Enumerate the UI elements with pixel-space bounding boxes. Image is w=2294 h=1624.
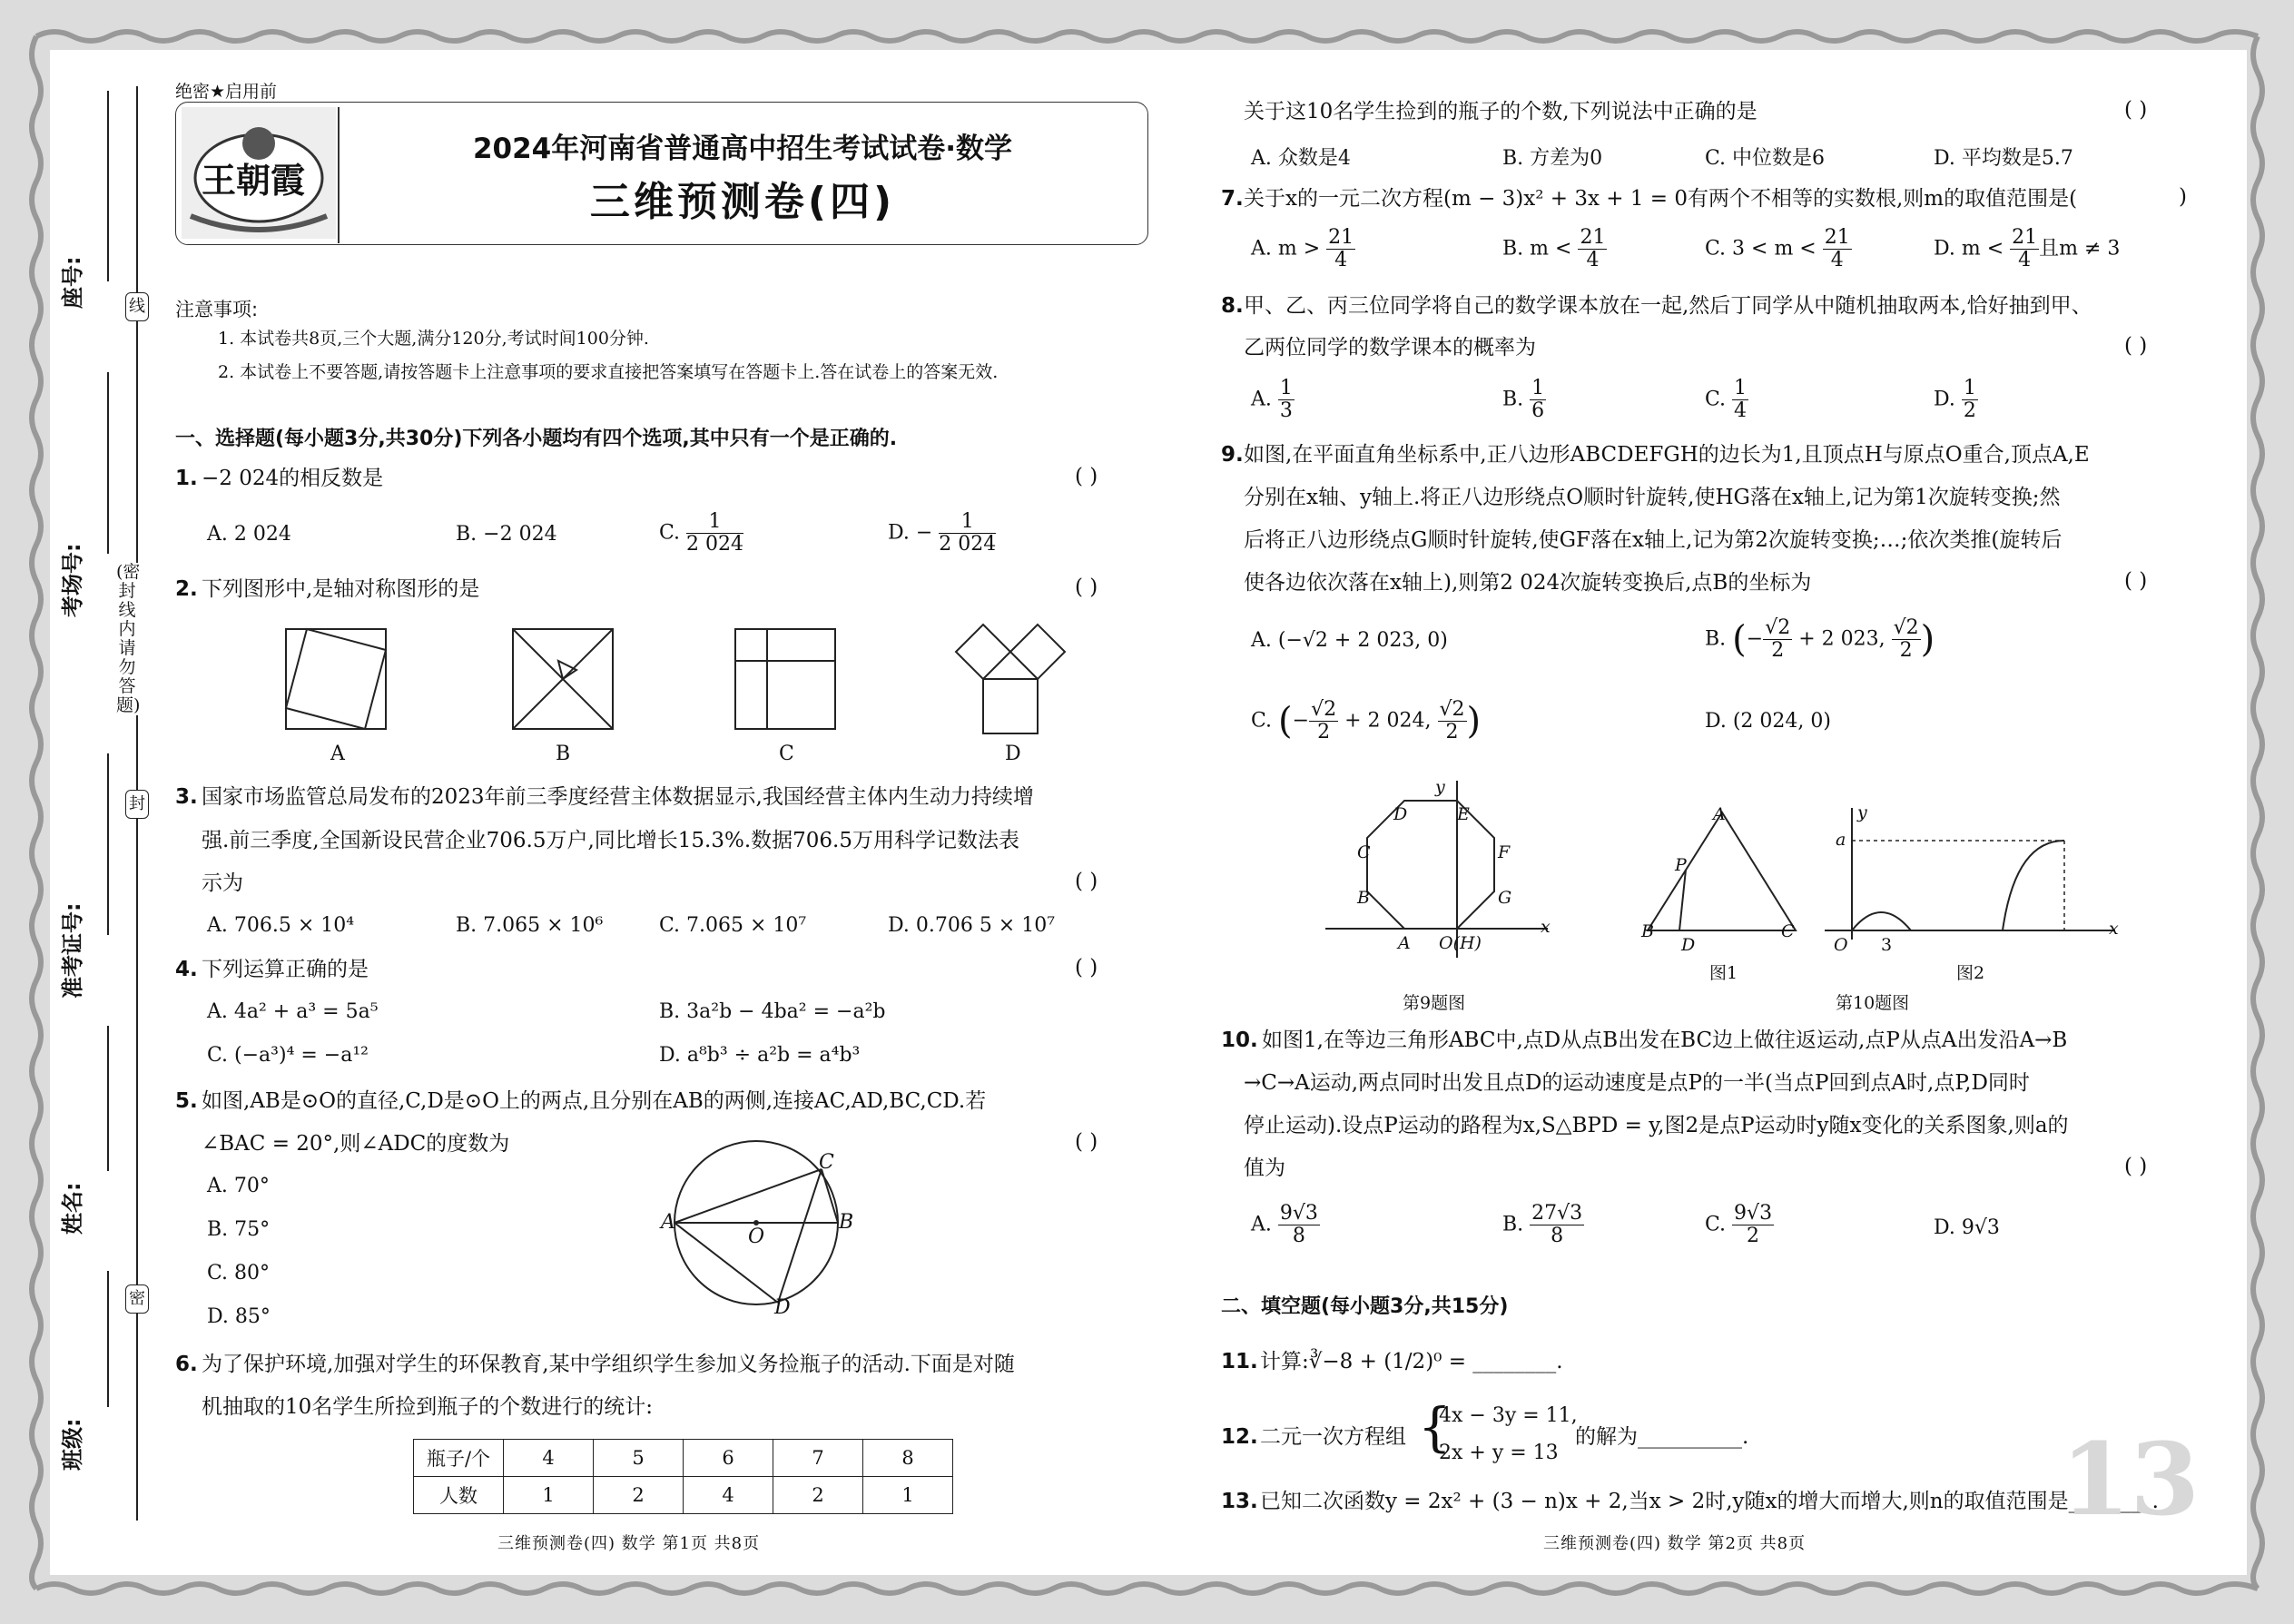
q3-option-d: D. 0.706 5 × 10⁷ bbox=[888, 914, 1056, 937]
q7-number: 7. bbox=[1221, 187, 1244, 211]
fig10-origin: O bbox=[1834, 935, 1848, 955]
q1-option-b: B. −2 024 bbox=[456, 523, 557, 546]
q10-option-b: B. $\frac{27√3}{8}$ bbox=[1502, 1202, 1583, 1247]
q13-text[interactable]: 已知二次函数y = 2x² + (3 − n)x + 2,当x > 2时,y随x的增大而增大,则n的取值范围是________. bbox=[1260, 1490, 2159, 1513]
q9-answer-paren[interactable]: ( ) bbox=[2124, 569, 2148, 593]
q5-point-d: D bbox=[774, 1296, 791, 1319]
q10-option-d: D. 9√3 bbox=[1934, 1216, 2000, 1239]
q4-option-b: B. 3a²b − 4ba² = −a²b bbox=[659, 1000, 886, 1023]
table-cell: 人数 bbox=[414, 1477, 504, 1514]
fig10-x-label: x bbox=[2109, 919, 2119, 939]
q8-answer-paren[interactable]: ( ) bbox=[2124, 334, 2148, 358]
footer-page2: 三维预测卷(四) 数学 第2页 共8页 bbox=[1543, 1534, 1807, 1553]
class-blank[interactable] bbox=[107, 1271, 109, 1407]
q8-option-a: A. $\frac{1}{3}$ bbox=[1251, 377, 1293, 422]
q5-point-b: B bbox=[839, 1211, 854, 1234]
q7-option-a: A. m > $\frac{21}{4}$ bbox=[1251, 226, 1354, 271]
fig10-point-d: D bbox=[1681, 935, 1696, 955]
q1-option-d: D. − $\frac{1}{2 024}$ bbox=[888, 510, 997, 556]
q2-number: 2. bbox=[175, 577, 198, 601]
q2-figure-b bbox=[508, 625, 617, 733]
brand-logo-text: 王朝霞 bbox=[202, 160, 306, 201]
table-cell: 2 bbox=[773, 1477, 863, 1514]
q5-option-d: D. 85° bbox=[207, 1305, 271, 1328]
q12-prefix: 二元一次方程组 bbox=[1260, 1425, 1406, 1449]
room-label: 考场号: bbox=[60, 543, 85, 617]
table-cell: 2 bbox=[594, 1477, 684, 1514]
room-blank[interactable] bbox=[107, 372, 109, 554]
q6-option-c: C. 中位数是6 bbox=[1705, 147, 1826, 170]
q5-option-c: C. 80° bbox=[207, 1262, 271, 1284]
table-row bbox=[414, 1477, 953, 1514]
q8-line2: 乙两位同学的数学课本的概率为 bbox=[1244, 336, 1536, 359]
table-row bbox=[414, 1440, 953, 1477]
q5-number: 5. bbox=[175, 1089, 198, 1113]
footer-page1: 三维预测卷(四) 数学 第1页 共8页 bbox=[497, 1534, 761, 1553]
exam-title: 2024年河南省普通高中招生考试试卷·数学 bbox=[472, 133, 1013, 165]
table-cell: 7 bbox=[773, 1440, 863, 1477]
secret-label: 绝密★启用前 bbox=[175, 82, 278, 102]
seal-mark-line: 线 bbox=[125, 292, 149, 321]
q8-line1: 甲、乙、丙三位同学将自己的数学课本放在一起,然后丁同学从中随机抽取两本,恰好抽到甲、 bbox=[1244, 294, 2092, 318]
q4-option-c: C. (−a³)⁴ = −a¹² bbox=[207, 1044, 369, 1067]
q9-option-c: C. (− $\frac{√2}{2}$ + 2 024, $\frac{√2}{2}$ ) bbox=[1251, 698, 1482, 743]
q8-number: 8. bbox=[1221, 294, 1244, 318]
fig9-caption: 第9题图 bbox=[1403, 993, 1466, 1013]
q7-option-d: D. m < $\frac{21}{4}$ 且m ≠ 3 bbox=[1934, 226, 2121, 271]
fig10-tick-3: 3 bbox=[1881, 935, 1893, 955]
q3-answer-paren[interactable]: ( ) bbox=[1075, 870, 1098, 893]
q3-option-a: A. 706.5 × 10⁴ bbox=[207, 914, 355, 937]
fig10-point-b: B bbox=[1641, 921, 1654, 941]
table-cell: 1 bbox=[504, 1477, 594, 1514]
table-cell: 4 bbox=[684, 1477, 773, 1514]
table-cell: 6 bbox=[684, 1440, 773, 1477]
q6-number: 6. bbox=[175, 1353, 198, 1376]
q10-number: 10. bbox=[1221, 1029, 1258, 1052]
q6-option-b: B. 方差为0 bbox=[1502, 147, 1603, 170]
seat-label: 座号: bbox=[60, 256, 85, 309]
q9-line4: 使各边依次落在x轴上),则第2 024次旋转变换后,点B的坐标为 bbox=[1244, 571, 1812, 595]
seal-warning: (密封线内请勿答题) bbox=[116, 562, 141, 715]
notice-item-1: 1. 本试卷共8页,三个大题,满分120分,考试时间100分钟. bbox=[218, 329, 649, 349]
notice-title: 注意事项: bbox=[175, 299, 259, 320]
q2-label-b: B bbox=[556, 743, 571, 765]
fig10-point-c: C bbox=[1781, 921, 1795, 941]
header-divider bbox=[338, 107, 340, 243]
exam-subtitle: 三维预测卷(四) bbox=[589, 179, 896, 225]
q2-figure-a bbox=[281, 625, 390, 733]
q8-option-b: B. $\frac{1}{6}$ bbox=[1502, 377, 1545, 422]
q2-label-c: C bbox=[779, 743, 794, 765]
q8-option-d: D. $\frac{1}{2}$ bbox=[1934, 377, 1976, 422]
q10-line1: 如图1,在等边三角形ABC中,点D从点B出发在BC边上做往返运动,点P从点A出发沿A→B bbox=[1262, 1029, 2068, 1052]
q9-option-a: A. (−√2 + 2 023, 0) bbox=[1251, 629, 1448, 652]
page-number-mark: 13 bbox=[2061, 1421, 2200, 1538]
table-cell: 1 bbox=[863, 1477, 953, 1514]
q1-text: −2 024的相反数是 bbox=[202, 467, 384, 490]
q2-figure-c bbox=[731, 625, 840, 733]
fig9-x-label: x bbox=[1541, 917, 1551, 937]
fig10-a-label: a bbox=[1836, 830, 1846, 850]
q2-answer-paren[interactable]: ( ) bbox=[1075, 576, 1098, 599]
q7-option-c: C. 3 < m < $\frac{21}{4}$ bbox=[1705, 226, 1850, 271]
seal-mark-feng: 封 bbox=[125, 790, 149, 819]
fig10-graph bbox=[1825, 808, 2124, 940]
q5-point-c: C bbox=[819, 1151, 834, 1174]
seal-mark-mi: 密 bbox=[125, 1284, 149, 1314]
seat-blank[interactable] bbox=[107, 91, 109, 281]
q6-line2: 机抽取的10名学生所捡到瓶子的个数进行的统计: bbox=[202, 1395, 654, 1419]
table-cell: 瓶子/个 bbox=[414, 1440, 504, 1477]
q4-number: 4. bbox=[175, 958, 198, 981]
q9-line1: 如图,在平面直角坐标系中,正八边形ABCDEFGH的边长为1,且顶点H与原点O重合,顶点A,E bbox=[1244, 443, 2090, 467]
q5-option-b: B. 75° bbox=[207, 1218, 271, 1241]
q4-answer-paren[interactable]: ( ) bbox=[1075, 956, 1098, 979]
fig10-triangle bbox=[1643, 808, 1807, 940]
q4-option-d: D. a⁸b³ ÷ a²b = a⁴b³ bbox=[659, 1044, 861, 1067]
q2-figure-d bbox=[953, 617, 1071, 740]
fig9-vertex-b: B bbox=[1357, 888, 1370, 908]
q9-line3: 后将正八边形绕点G顺时针旋转,使GF落在x轴上,记为第2次旋转变换;…;依次类推(旋转后 bbox=[1244, 528, 2063, 552]
q12-suffix[interactable]: 的解为__________. bbox=[1575, 1425, 1749, 1449]
q6-line1: 为了保护环境,加强对学生的环保教育,某中学组织学生参加义务捡瓶子的活动.下面是对随 bbox=[202, 1353, 1015, 1376]
table-cell: 4 bbox=[504, 1440, 594, 1477]
fig9-octagon bbox=[1325, 776, 1561, 958]
fig10-caption: 第10题图 bbox=[1836, 993, 1910, 1013]
fig9-vertex-e: E bbox=[1457, 804, 1470, 824]
section-title-fill: 二、填空题(每小题3分,共15分) bbox=[1221, 1295, 1509, 1318]
section-title-choice: 一、选择题(每小题3分,共30分)下列各小题均有四个选项,其中只有一个是正确的. bbox=[175, 428, 898, 450]
fig9-vertex-c: C bbox=[1357, 842, 1371, 862]
notice-item-2: 2. 本试卷上不要答题,请按答题卡上注意事项的要求直接把答案填写在答题卡上.答在试卷上的答案无效. bbox=[218, 362, 999, 382]
name-label: 姓名: bbox=[60, 1182, 85, 1235]
q10-option-c: C. $\frac{9√3}{2}$ bbox=[1705, 1202, 1773, 1247]
q3-option-b: B. 7.065 × 10⁶ bbox=[456, 914, 604, 937]
q1-answer-paren[interactable]: ( ) bbox=[1075, 465, 1098, 488]
q1-number: 1. bbox=[175, 467, 198, 490]
q7-text: 关于x的一元二次方程(m − 3)x² + 3x + 1 = 0有两个不相等的实数根,则m的取值范围是( bbox=[1244, 187, 2078, 211]
q10-line3: 停止运动).设点P运动的路程为x,S△BPD = y,图2是点P运动时y随x变化的关系图象,则a的 bbox=[1244, 1114, 2069, 1137]
q6-data-table bbox=[413, 1439, 953, 1514]
q3-line3: 示为 bbox=[202, 871, 243, 895]
q3-line1: 国家市场监管总局发布的2023年前三季度经营主体数据显示,我国经营主体内生动力持续增 bbox=[202, 785, 1034, 809]
fig9-vertex-d: D bbox=[1393, 804, 1408, 824]
q13-number: 13. bbox=[1221, 1490, 1258, 1513]
q5-point-a: A bbox=[661, 1211, 675, 1234]
q3-number: 3. bbox=[175, 785, 198, 809]
q1-option-c: C. $\frac{1}{2 024}$ bbox=[659, 510, 744, 556]
q12-number: 12. bbox=[1221, 1425, 1258, 1449]
fig9-vertex-a: A bbox=[1398, 933, 1411, 953]
q9-line2: 分别在x轴、y轴上.将正八边形绕点O顺时针旋转,使HG落在x轴上,记为第1次旋转变换;然 bbox=[1244, 486, 2061, 509]
q3-line2: 强.前三季度,全国新设民营企业706.5万户,同比增长15.3%.数据706.5万用科学记数法表 bbox=[202, 829, 1019, 852]
id-label: 准考证号: bbox=[60, 902, 85, 999]
id-blank[interactable] bbox=[107, 753, 109, 935]
q6-answer-paren[interactable]: ( ) bbox=[2124, 98, 2148, 122]
q3-option-c: C. 7.065 × 10⁷ bbox=[659, 914, 807, 937]
class-label: 班级: bbox=[60, 1418, 85, 1471]
q4-text: 下列运算正确的是 bbox=[202, 958, 369, 981]
q5-line2: ∠BAC = 20°,则∠ADC的度数为 bbox=[202, 1132, 510, 1156]
q12-brace: { bbox=[1418, 1396, 1452, 1458]
table-cell: 8 bbox=[863, 1440, 953, 1477]
q7-close-paren[interactable]: ) bbox=[2179, 185, 2187, 209]
q2-label-a: A bbox=[330, 743, 345, 765]
q10-answer-paren[interactable]: ( ) bbox=[2124, 1155, 2148, 1178]
q9-number: 9. bbox=[1221, 443, 1244, 467]
q6-option-d: D. 平均数是5.7 bbox=[1934, 147, 2073, 170]
q7-option-b: B. m < $\frac{21}{4}$ bbox=[1502, 226, 1606, 271]
q9-option-d: D. (2 024, 0) bbox=[1705, 710, 1831, 733]
q4-option-a: A. 4a² + a³ = 5a⁵ bbox=[207, 1000, 379, 1023]
q11-text[interactable]: 计算:∛−8 + (1/2)⁰ = ________. bbox=[1260, 1350, 1563, 1373]
q5-answer-paren[interactable]: ( ) bbox=[1075, 1130, 1098, 1154]
q5-line1: 如图,AB是⊙O的直径,C,D是⊙O上的两点,且分别在AB的两侧,连接AC,AD,BC,CD.若 bbox=[202, 1089, 987, 1113]
q12-eq1: 4x − 3y = 11, bbox=[1439, 1404, 1578, 1427]
q5-option-a: A. 70° bbox=[207, 1175, 270, 1197]
fig10-y-label: y bbox=[1857, 802, 1867, 822]
q10-line4: 值为 bbox=[1244, 1156, 1285, 1180]
q5-point-o: O bbox=[748, 1225, 765, 1248]
fig9-vertex-f: F bbox=[1498, 842, 1511, 862]
q8-option-c: C. $\frac{1}{4}$ bbox=[1705, 377, 1748, 422]
fig10-caption-1: 图1 bbox=[1709, 963, 1738, 983]
name-blank[interactable] bbox=[107, 1026, 109, 1171]
q6-cont: 关于这10名学生捡到的瓶子的个数,下列说法中正确的是 bbox=[1244, 100, 1757, 123]
q2-label-d: D bbox=[1005, 743, 1021, 765]
fig10-point-p: P bbox=[1675, 855, 1687, 875]
q10-option-a: A. $\frac{9√3}{8}$ bbox=[1251, 1202, 1318, 1247]
q12-eq2: 2x + y = 13 bbox=[1439, 1442, 1559, 1464]
fig10-point-a: A bbox=[1713, 804, 1726, 824]
fig9-y-label: y bbox=[1435, 777, 1445, 797]
fig10-caption-2: 图2 bbox=[1956, 963, 1985, 983]
fig9-vertex-oh: O(H) bbox=[1439, 933, 1482, 953]
q2-text: 下列图形中,是轴对称图形的是 bbox=[202, 577, 480, 601]
q6-option-a: A. 众数是4 bbox=[1251, 147, 1351, 170]
fig9-vertex-g: G bbox=[1498, 888, 1512, 908]
q11-number: 11. bbox=[1221, 1350, 1258, 1373]
table-cell: 5 bbox=[594, 1440, 684, 1477]
q9-option-b: B. (− $\frac{√2}{2}$ + 2 023, $\frac{√2}{2}$ ) bbox=[1705, 616, 1935, 662]
q10-line2: →C→A运动,两点同时出发且点D的运动速度是点P的一半(当点P回到点A时,点P,D同时 bbox=[1244, 1071, 2030, 1095]
q1-option-a: A. 2 024 bbox=[207, 523, 291, 546]
